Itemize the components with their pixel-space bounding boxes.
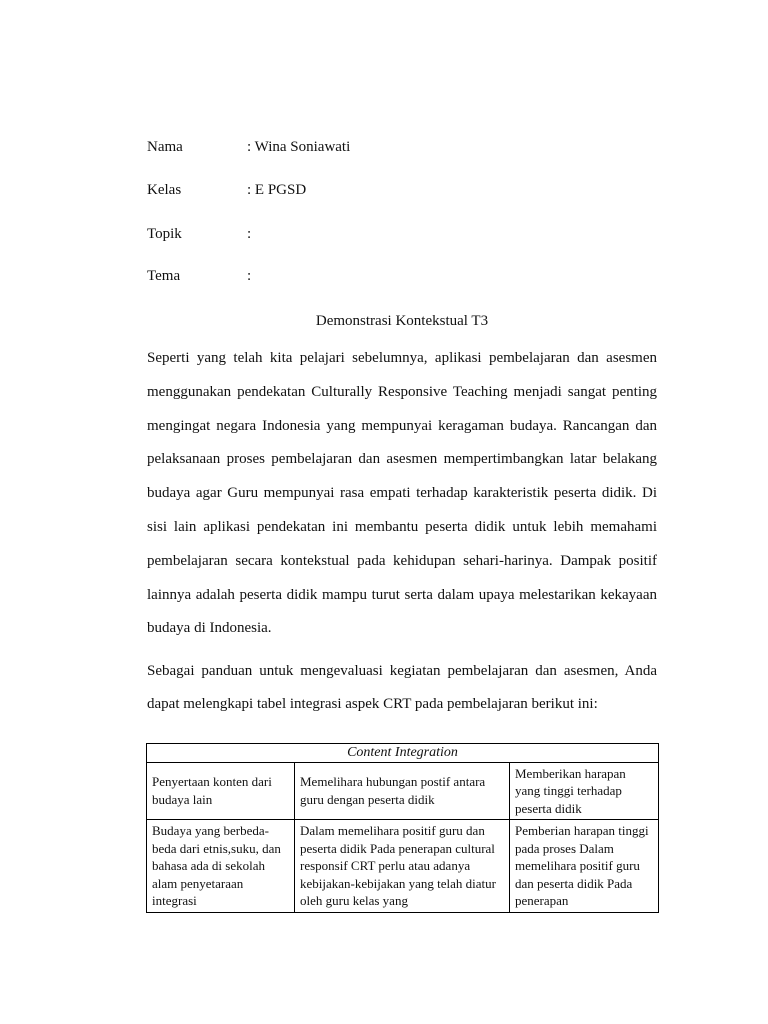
table-header-cell: Memelihara hubungan postif antara guru dengan peserta didik (295, 762, 510, 820)
paragraph-intro: Seperti yang telah kita pelajari sebelumnya, aplikasi pembelajaran dan asesmen menggunakan pendekatan Culturally Responsive Teaching menjadi sangat penting mengingat negara Indonesia yang mempunyai keragaman budaya. Rancangan dan pelaksanaan proses pembelajaran dan asesmen mempertimbangkan latar belakang budaya agar Guru mempunyai rasa empati terhadap karakteristik peserta didik. Di sisi lain aplikasi pendekatan ini membantu peserta didik untuk lebih memahami pembelajaran secara kontekstual pada kehidupan sehari-harinya. Dampak positif lainnya adalah peserta didik mampu turut serta dalam upaya melestarikan kekayaan budaya di Indonesia. (147, 350, 657, 637)
field-tema-value: : (247, 268, 252, 284)
field-topik-label: Topik (147, 226, 182, 242)
crt-integration-table (146, 743, 659, 913)
field-nama-label: Nama (147, 139, 183, 155)
field-tema-label: Tema (147, 268, 181, 284)
field-kelas-value: : E PGSD (247, 182, 307, 198)
table-title: Content Integration (147, 744, 659, 763)
table-header-cell: Memberikan harapan yang tinggi terhadap peserta didik (510, 762, 659, 820)
table-header-cell: Penyertaan konten dari budaya lain (147, 762, 295, 820)
table-cell: Dalam memelihara positif guru dan peserta didik Pada penerapan cultural responsif CRT perlu atau adanya kebijakan-kebijakan yang telah diatur oleh guru kelas yang (295, 820, 510, 913)
paragraph-guide: Sebagai panduan untuk mengevaluasi kegiatan pembelajaran dan asesmen, Anda dapat melengkapi tabel integrasi aspek CRT pada pembelajaran berikut ini: (147, 663, 657, 712)
document-heading: Demonstrasi Kontekstual T3 (315, 313, 489, 329)
table-cell: Pemberian harapan tinggi pada proses Dalam memelihara positif guru dan peserta didik Pada penerapan (510, 820, 659, 913)
field-kelas-label: Kelas (147, 182, 182, 198)
field-topik-value: : (247, 226, 252, 242)
table-cell: Budaya yang berbeda-beda dari etnis,suku, dan bahasa ada di sekolah alam penyetaraan integrasi (147, 820, 295, 913)
field-nama-value: : Wina Soniawati (247, 139, 351, 155)
